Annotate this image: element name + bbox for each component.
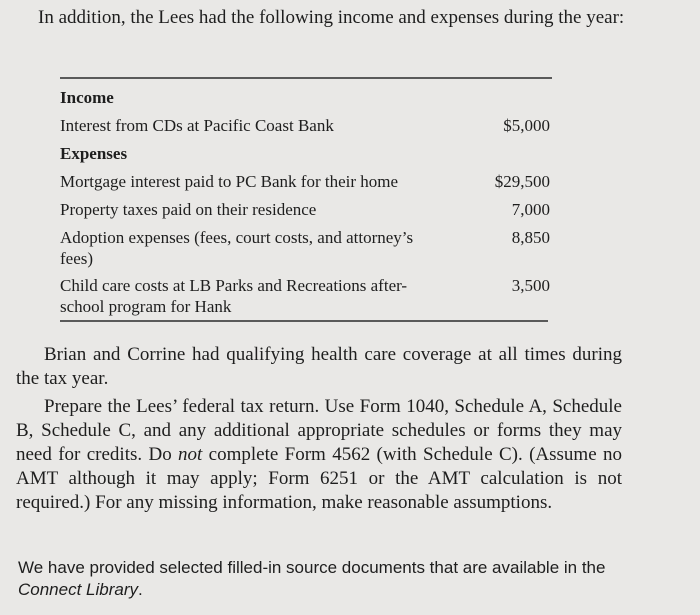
emphasis-not: not [178, 444, 203, 465]
table-bottom-rule [60, 320, 548, 322]
row-amount: $5,000 [503, 116, 550, 135]
income-expense-table: Income Interest from CDs at Pacific Coast Bank $5,000 Expenses Mortgage interest paid to PC Bank for their home $29,500 Property taxes paid on their residence 7,000 Adoption expenses (fees, court costs, and attorney’s fees) 8,850 Child care costs at LB Parks and Recreations after-school program for Hank 3,500 [60, 77, 552, 79]
row-label: Mortgage interest paid to PC Bank for their home [60, 172, 399, 191]
row-label: Interest from CDs at Pacific Coast Bank [60, 116, 334, 135]
provided-documents-note: We have provided selected filled-in source documents that are available in the Connect Library. [18, 558, 606, 599]
row-label: Child care costs at LB Parks and Recreations after-school program for Hank [60, 276, 408, 316]
connect-library-text: Connect Library [18, 580, 139, 599]
row-label: Property taxes paid on their residence [60, 200, 317, 219]
row-amount: 8,850 [511, 228, 550, 247]
row-amount: $29,500 [494, 172, 550, 191]
row-amount: 7,000 [511, 200, 550, 219]
instructions-paragraph: Prepare the Lees’ federal tax return. Use Form 1040, Schedule A, Schedule B, Schedule C, and any additional appropriate schedules or forms they may need for credits. Do not complete Form 4562 (with Schedule C). (Assume no AMT although it may apply; Form 6251 or the AMT calculation is not required.) For any missing information, make reasonable assumptions. [16, 396, 622, 513]
row-label: Adoption expenses (fees, court costs, and attorney’s fees) [60, 228, 414, 268]
row-amount: 3,500 [511, 276, 550, 295]
coverage-paragraph: Brian and Corrine had qualifying health care coverage at all times during the tax year. [16, 344, 622, 389]
intro-text: In addition, the Lees had the following income and expenses during the year: [38, 7, 625, 28]
